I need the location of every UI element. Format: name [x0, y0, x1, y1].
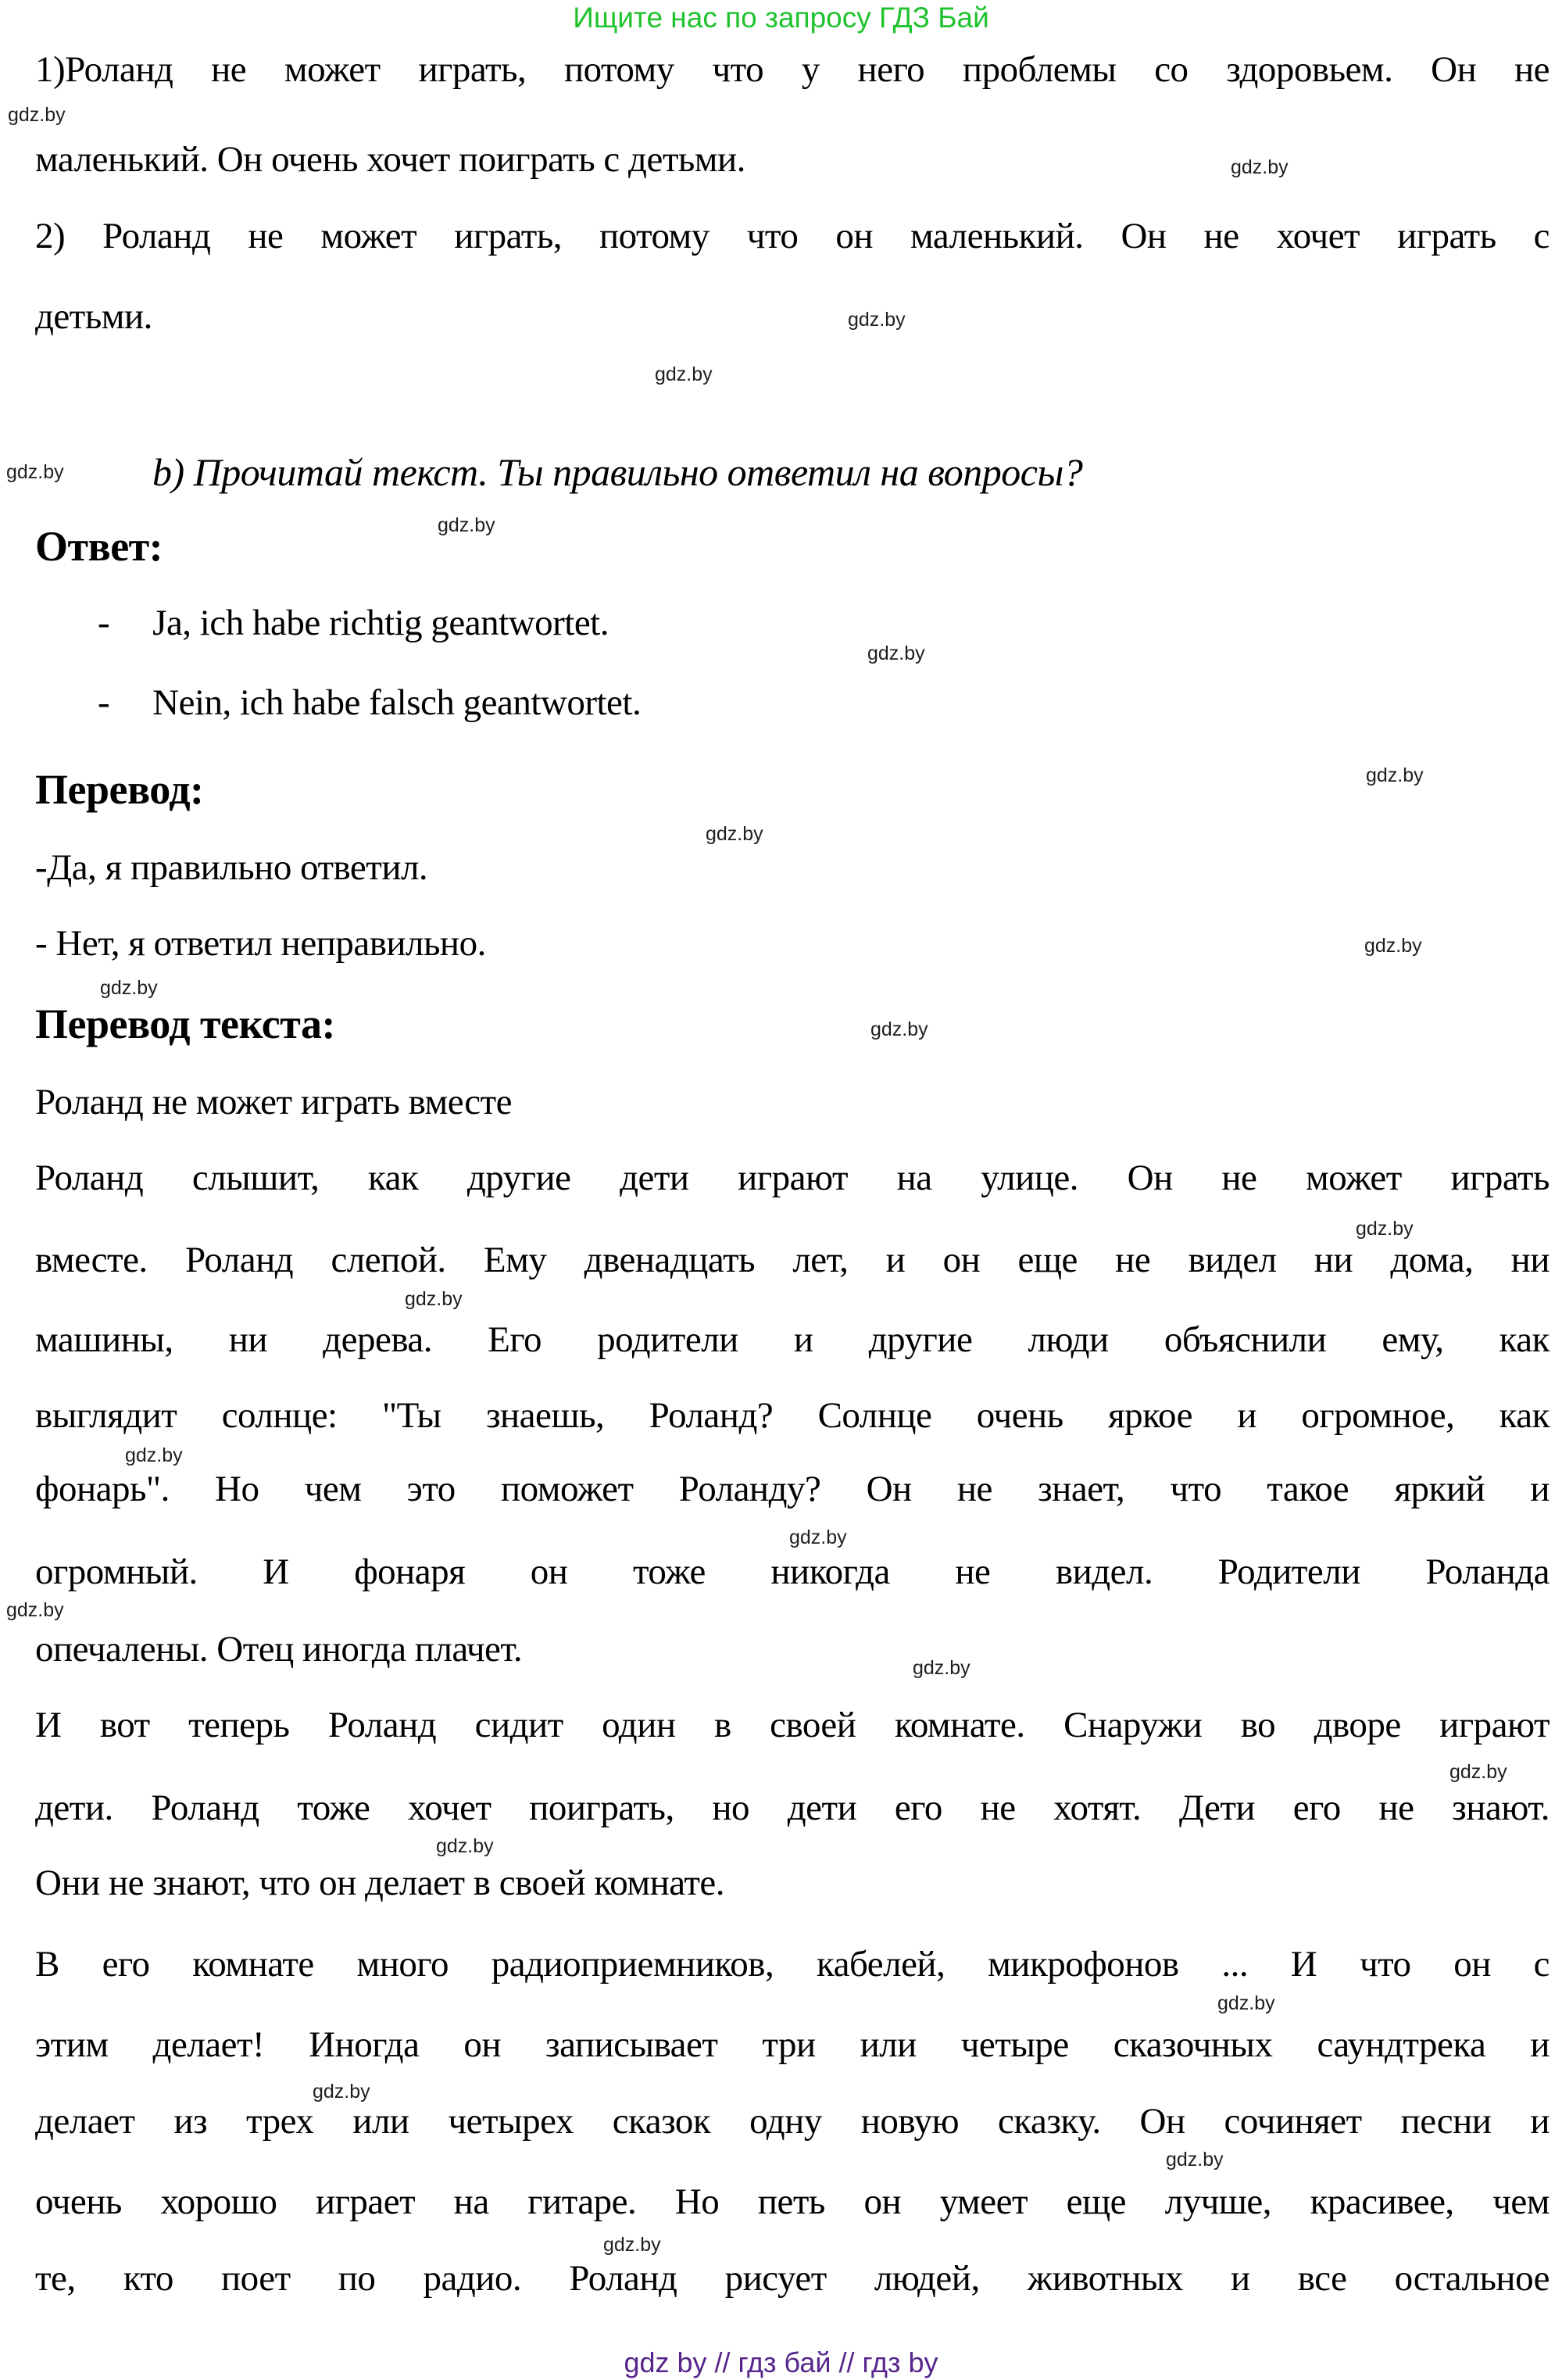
translation-label: Перевод:	[35, 766, 204, 813]
gdz-watermark: gdz.by	[1366, 764, 1424, 786]
gdz-watermark: gdz.by	[603, 2234, 661, 2256]
story-line-12: этим делает! Иногда он записывает три или четыре сказочных саундтрека и	[35, 2024, 1549, 2065]
translation-yes: -Да, я правильно ответил.	[35, 847, 428, 888]
answer2-line2: детьми.	[35, 296, 152, 337]
story-line-11: В его комнате много радиоприемников, кабелей, микрофонов ... И что он с	[35, 1944, 1549, 1985]
gdz-watermark: gdz.by	[6, 1599, 64, 1621]
story-line-14: очень хорошо играет на гитаре. Но петь он умеет еще лучше, красивее, чем	[35, 2181, 1549, 2222]
story-line-13: делает из трех или четырех сказок одну новую сказку. Он сочиняет песни и	[35, 2101, 1549, 2142]
option-no	[35, 682, 1549, 725]
option-yes-text: Ja, ich habe richtig geantwortet.	[152, 603, 609, 643]
answer1-line2: маленький. Он очень хочет поиграть с детьми.	[35, 139, 745, 180]
gdz-watermark: gdz.by	[125, 1444, 183, 1466]
gdz-watermark: gdz.by	[848, 309, 906, 331]
answer-label: Ответ:	[35, 523, 163, 570]
story-line-3: машины, ни дерева. Его родители и другие люди объяснили ему, как	[35, 1319, 1549, 1360]
gdz-watermark: gdz.by	[1364, 935, 1422, 957]
gdz-watermark: gdz.by	[1356, 1218, 1414, 1240]
gdz-watermark: gdz.by	[913, 1657, 970, 1679]
gdz-watermark: gdz.by	[313, 2081, 370, 2103]
answer1-line1: 1)Роланд не может играть, потому что у него проблемы со здоровьем. Он не	[35, 49, 1549, 90]
story-line-2: вместе. Роланд слепой. Ему двенадцать лет, и он еще не видел ни дома, ни	[35, 1240, 1549, 1280]
story-line-1: Роланд слышит, как другие дети играют на улице. Он не может играть	[35, 1158, 1549, 1198]
story-line-15: те, кто поет по радио. Роланд рисует людей, животных и все остальное	[35, 2258, 1549, 2299]
promo-header: Ищите нас по запросу ГДЗ Бай	[573, 2, 989, 34]
story-line-10: Они не знают, что он делает в своей комнате.	[35, 1863, 725, 1903]
story-line-9: дети. Роланд тоже хочет поиграть, но дети его не хотят. Дети его не знают.	[35, 1788, 1549, 1828]
gdz-watermark: gdz.by	[405, 1288, 463, 1310]
story-title: Роланд не может играть вместе	[35, 1082, 513, 1122]
gdz-watermark: gdz.by	[6, 461, 64, 483]
story-line-5: фонарь". Но чем это поможет Роланду? Он не знает, что такое яркий и	[35, 1469, 1549, 1509]
footer-branding: gdz by // гдз бай // гдз by	[624, 2346, 938, 2378]
story-line-4: выглядит солнце: "Ты знаешь, Роланд? Солнце очень яркое и огромное, как	[35, 1395, 1549, 1436]
gdz-watermark: gdz.by	[1449, 1761, 1507, 1783]
story-line-8: И вот теперь Роланд сидит один в своей комнате. Снаружи во дворе играют	[35, 1705, 1549, 1745]
gdz-watermark: gdz.by	[867, 642, 925, 664]
gdz-watermark: gdz.by	[8, 104, 66, 126]
gdz-watermark: gdz.by	[438, 514, 495, 536]
translation-no: - Нет, я ответил неправильно.	[35, 923, 486, 964]
story-line-6: огромный. И фонаря он тоже никогда не видел. Родители Роланда	[35, 1551, 1549, 1592]
gdz-watermark: gdz.by	[1231, 156, 1289, 178]
gdz-watermark: gdz.by	[655, 363, 713, 385]
gdz-watermark: gdz.by	[100, 977, 158, 999]
list-dash: -	[98, 682, 110, 723]
gdz-watermark: gdz.by	[870, 1018, 928, 1040]
answer2-line1: 2) Роланд не может играть, потому что он маленький. Он не хочет играть с	[35, 216, 1549, 256]
story-line-7: опечалены. Отец иногда плачет.	[35, 1629, 523, 1670]
list-dash: -	[98, 603, 110, 643]
gdz-watermark: gdz.by	[789, 1526, 847, 1548]
gdz-watermark: gdz.by	[1166, 2149, 1224, 2171]
gdz-watermark: gdz.by	[436, 1835, 494, 1857]
text-translation-label: Перевод текста:	[35, 1000, 335, 1047]
gdz-watermark: gdz.by	[706, 823, 763, 845]
option-yes	[35, 602, 1549, 645]
gdz-watermark: gdz.by	[1217, 1992, 1275, 2014]
task-b-heading: b) Прочитай текст. Ты правильно ответил на вопросы?	[152, 450, 1083, 494]
option-no-text: Nein, ich habe falsch geantwortet.	[152, 682, 642, 723]
